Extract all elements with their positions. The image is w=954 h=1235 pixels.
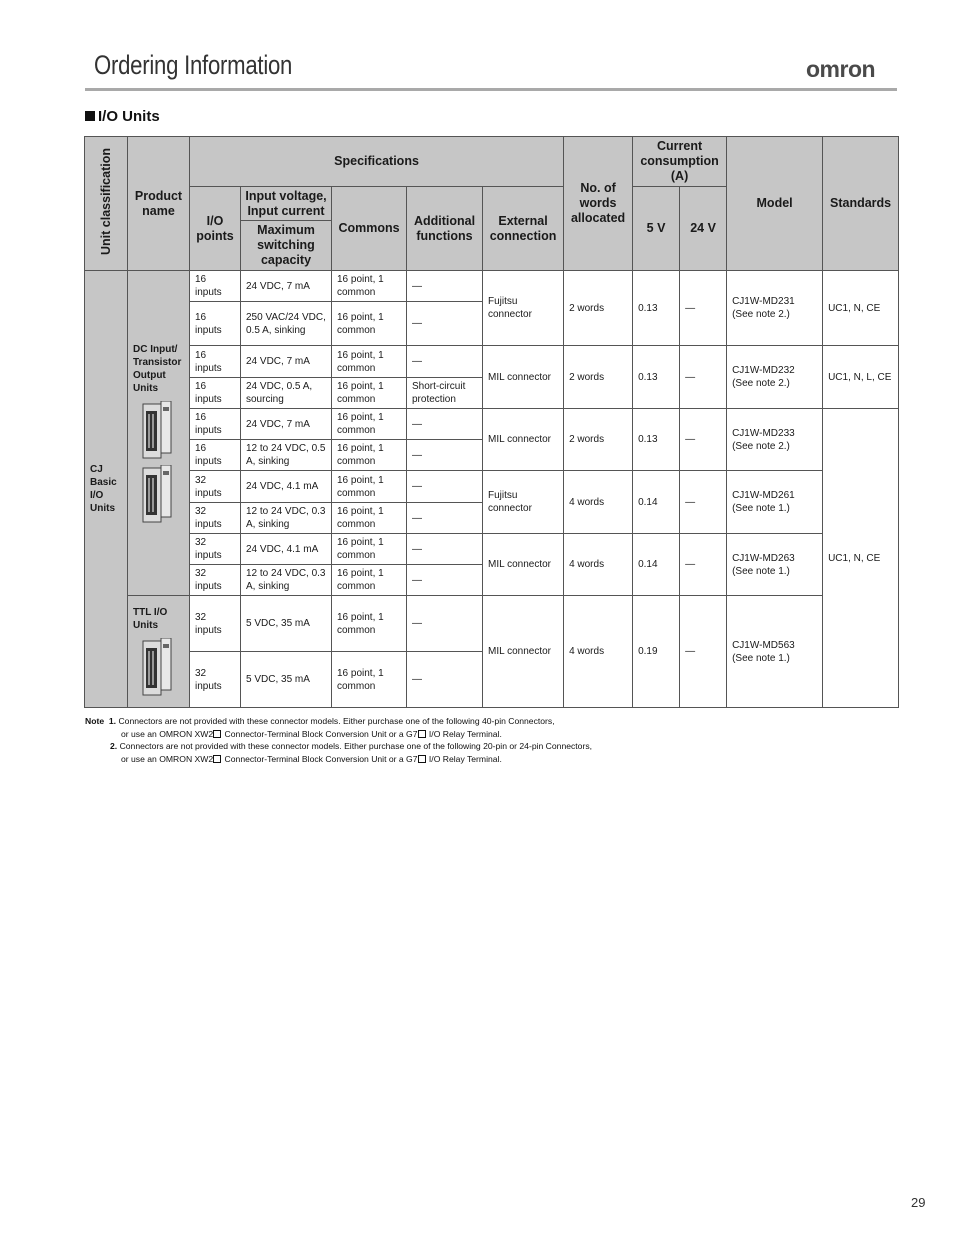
header-commons: Commons — [332, 187, 407, 271]
current-5v-cell: 0.14 — [633, 471, 680, 534]
header-model: Model — [727, 137, 823, 271]
words-cell: 2 words — [564, 409, 633, 471]
current-5v-cell: 0.13 — [633, 409, 680, 471]
input-voltage-cell: 24 VDC, 4.1 mA — [241, 471, 332, 503]
commons-cell: 16 point, 1 common — [332, 271, 407, 302]
header-unit-classification: Unit classification — [85, 137, 128, 271]
model-cell: CJ1W-MD231 (See note 2.) — [727, 271, 823, 346]
io-points-cell: 16 inputs — [190, 409, 241, 440]
product-ttl-label: TTL I/O Units — [133, 607, 168, 631]
commons-cell: 16 point, 1 common — [332, 652, 407, 708]
note-2-line-2: or use an OMRON XW2 Connector-Terminal Block Conversion Unit or a G7 I/O Relay Terminal. — [121, 753, 502, 764]
table-row — [85, 471, 899, 503]
note-1-line-2: or use an OMRON XW2 Connector-Terminal Block Conversion Unit or a G7 I/O Relay Terminal. — [121, 728, 502, 739]
unit-class-cell: CJ Basic I/O Units — [85, 271, 128, 708]
section-title — [85, 108, 160, 125]
input-voltage-cell: 5 VDC, 35 mA — [241, 596, 332, 652]
commons-cell: 16 point, 1 common — [332, 503, 407, 534]
input-voltage-cell: 24 VDC, 7 mA — [241, 409, 332, 440]
functions-cell: — — [407, 440, 483, 471]
words-cell: 2 words — [564, 271, 633, 346]
model-cell: CJ1W-MD261 (See note 1.) — [727, 471, 823, 534]
functions-cell: — — [407, 503, 483, 534]
placeholder-box-icon — [418, 755, 426, 763]
io-points-cell: 16 inputs — [190, 378, 241, 409]
standards-cell: UC1, N, CE — [823, 409, 899, 708]
current-24v-cell: — — [680, 409, 727, 471]
commons-cell: 16 point, 1 common — [332, 346, 407, 378]
words-cell: 4 words — [564, 534, 633, 596]
header-5v: 5 V — [633, 187, 680, 271]
table-row — [85, 596, 899, 652]
product-dc-label: DC Input/ Transistor Output Units — [133, 344, 182, 394]
note-1-number: 1. — [108, 716, 117, 726]
note-2-text: Connectors are not provided with these connector models. Either purchase one of the following 20-pin or 24-pin Connectors, — [119, 741, 593, 752]
commons-cell: 16 point, 1 common — [332, 534, 407, 565]
header-product-name: Product name — [128, 137, 190, 271]
functions-cell: — — [407, 271, 483, 302]
header-max-switching: Maximum switching capacity — [241, 221, 332, 271]
current-24v-cell: — — [680, 471, 727, 534]
note-1-text: Connectors are not provided with these connector models. Either purchase one of the following 40-pin Connectors, — [118, 716, 555, 726]
current-24v-cell: — — [680, 346, 727, 409]
commons-cell: 16 point, 1 common — [332, 409, 407, 440]
header-input-voltage: Input voltage, Input current — [241, 187, 332, 221]
connection-cell: MIL connector — [483, 346, 564, 409]
table-row — [85, 534, 899, 565]
commons-cell: 16 point, 1 common — [332, 596, 407, 652]
connection-cell: MIL connector — [483, 409, 564, 471]
header-io-points: I/O points — [190, 187, 241, 271]
commons-cell: 16 point, 1 common — [332, 302, 407, 346]
current-24v-cell: — — [680, 534, 727, 596]
io-points-cell: 32 inputs — [190, 503, 241, 534]
current-24v-cell: — — [680, 271, 727, 346]
placeholder-box-icon — [213, 755, 221, 763]
io-points-cell: 32 inputs — [190, 596, 241, 652]
model-cell: CJ1W-MD263 (See note 1.) — [727, 534, 823, 596]
io-points-cell: 32 inputs — [190, 471, 241, 503]
placeholder-box-icon — [213, 730, 221, 738]
model-cell: CJ1W-MD563 (See note 1.) — [727, 596, 823, 708]
input-voltage-cell: 24 VDC, 7 mA — [241, 346, 332, 378]
connection-cell: Fujitsu connector — [483, 271, 564, 346]
commons-cell: 16 point, 1 common — [332, 378, 407, 409]
standards-cell: UC1, N, CE — [823, 271, 899, 346]
section-title-text: I/O Units — [98, 108, 160, 125]
io-points-cell: 16 inputs — [190, 346, 241, 378]
input-voltage-cell: 12 to 24 VDC, 0.5 A, sinking — [241, 440, 332, 471]
io-units-table — [84, 136, 899, 708]
io-unit-module-icon — [141, 465, 173, 523]
functions-cell: — — [407, 534, 483, 565]
io-unit-module-icon — [141, 638, 173, 696]
header-specifications: Specifications — [190, 137, 564, 187]
input-voltage-cell: 24 VDC, 7 mA — [241, 271, 332, 302]
input-voltage-cell: 24 VDC, 0.5 A, sourcing — [241, 378, 332, 409]
functions-cell: — — [407, 652, 483, 708]
current-5v-cell: 0.13 — [633, 346, 680, 409]
functions-cell: — — [407, 346, 483, 378]
page-number: 29 — [911, 1195, 926, 1210]
header-external-connection: External connection — [483, 187, 564, 271]
header-rule — [85, 88, 897, 91]
note-1 — [85, 715, 592, 728]
words-cell: 4 words — [564, 471, 633, 534]
commons-cell: 16 point, 1 common — [332, 440, 407, 471]
current-5v-cell: 0.14 — [633, 534, 680, 596]
page-title: Ordering Information — [94, 50, 293, 80]
input-voltage-cell: 24 VDC, 4.1 mA — [241, 534, 332, 565]
connection-cell: MIL connector — [483, 534, 564, 596]
connection-cell: MIL connector — [483, 596, 564, 708]
square-bullet-icon — [85, 111, 95, 121]
header-24v: 24 V — [680, 187, 727, 271]
commons-cell: 16 point, 1 common — [332, 471, 407, 503]
words-cell: 2 words — [564, 346, 633, 409]
table-row — [85, 271, 899, 302]
table-row — [85, 409, 899, 440]
header-current-consumption: Current consumption (A) — [633, 137, 727, 187]
table-row — [85, 346, 899, 378]
model-cell: CJ1W-MD233 (See note 2.) — [727, 409, 823, 471]
commons-cell: 16 point, 1 common — [332, 565, 407, 596]
words-cell: 4 words — [564, 596, 633, 708]
current-24v-cell: — — [680, 596, 727, 708]
functions-cell: — — [407, 409, 483, 440]
functions-cell: — — [407, 596, 483, 652]
io-points-cell: 16 inputs — [190, 302, 241, 346]
header-standards: Standards — [823, 137, 899, 271]
omron-logo: omron — [806, 56, 876, 82]
io-points-cell: 32 inputs — [190, 534, 241, 565]
connection-cell: Fujitsu connector — [483, 471, 564, 534]
current-5v-cell: 0.13 — [633, 271, 680, 346]
functions-cell: — — [407, 302, 483, 346]
standards-cell: UC1, N, L, CE — [823, 346, 899, 409]
product-ttl-cell — [128, 596, 190, 708]
io-points-cell: 32 inputs — [190, 565, 241, 596]
note-2-number: 2. — [110, 741, 118, 752]
note-2 — [85, 740, 592, 753]
footnotes — [85, 715, 592, 765]
header-words-allocated: No. of words allocated — [564, 137, 633, 271]
io-unit-module-icon — [141, 401, 173, 459]
placeholder-box-icon — [418, 730, 426, 738]
note-label: Note — [85, 716, 105, 726]
product-dc-cell — [128, 271, 190, 596]
functions-cell: — — [407, 471, 483, 503]
input-voltage-cell: 5 VDC, 35 mA — [241, 652, 332, 708]
io-points-cell: 32 inputs — [190, 652, 241, 708]
input-voltage-cell: 250 VAC/24 VDC, 0.5 A, sinking — [241, 302, 332, 346]
current-5v-cell: 0.19 — [633, 596, 680, 708]
header-additional-functions: Additional functions — [407, 187, 483, 271]
functions-cell: Short-circuit protection — [407, 378, 483, 409]
input-voltage-cell: 12 to 24 VDC, 0.3 A, sinking — [241, 503, 332, 534]
io-points-cell: 16 inputs — [190, 440, 241, 471]
functions-cell: — — [407, 565, 483, 596]
input-voltage-cell: 12 to 24 VDC, 0.3 A, sinking — [241, 565, 332, 596]
io-points-cell: 16 inputs — [190, 271, 241, 302]
model-cell: CJ1W-MD232 (See note 2.) — [727, 346, 823, 409]
